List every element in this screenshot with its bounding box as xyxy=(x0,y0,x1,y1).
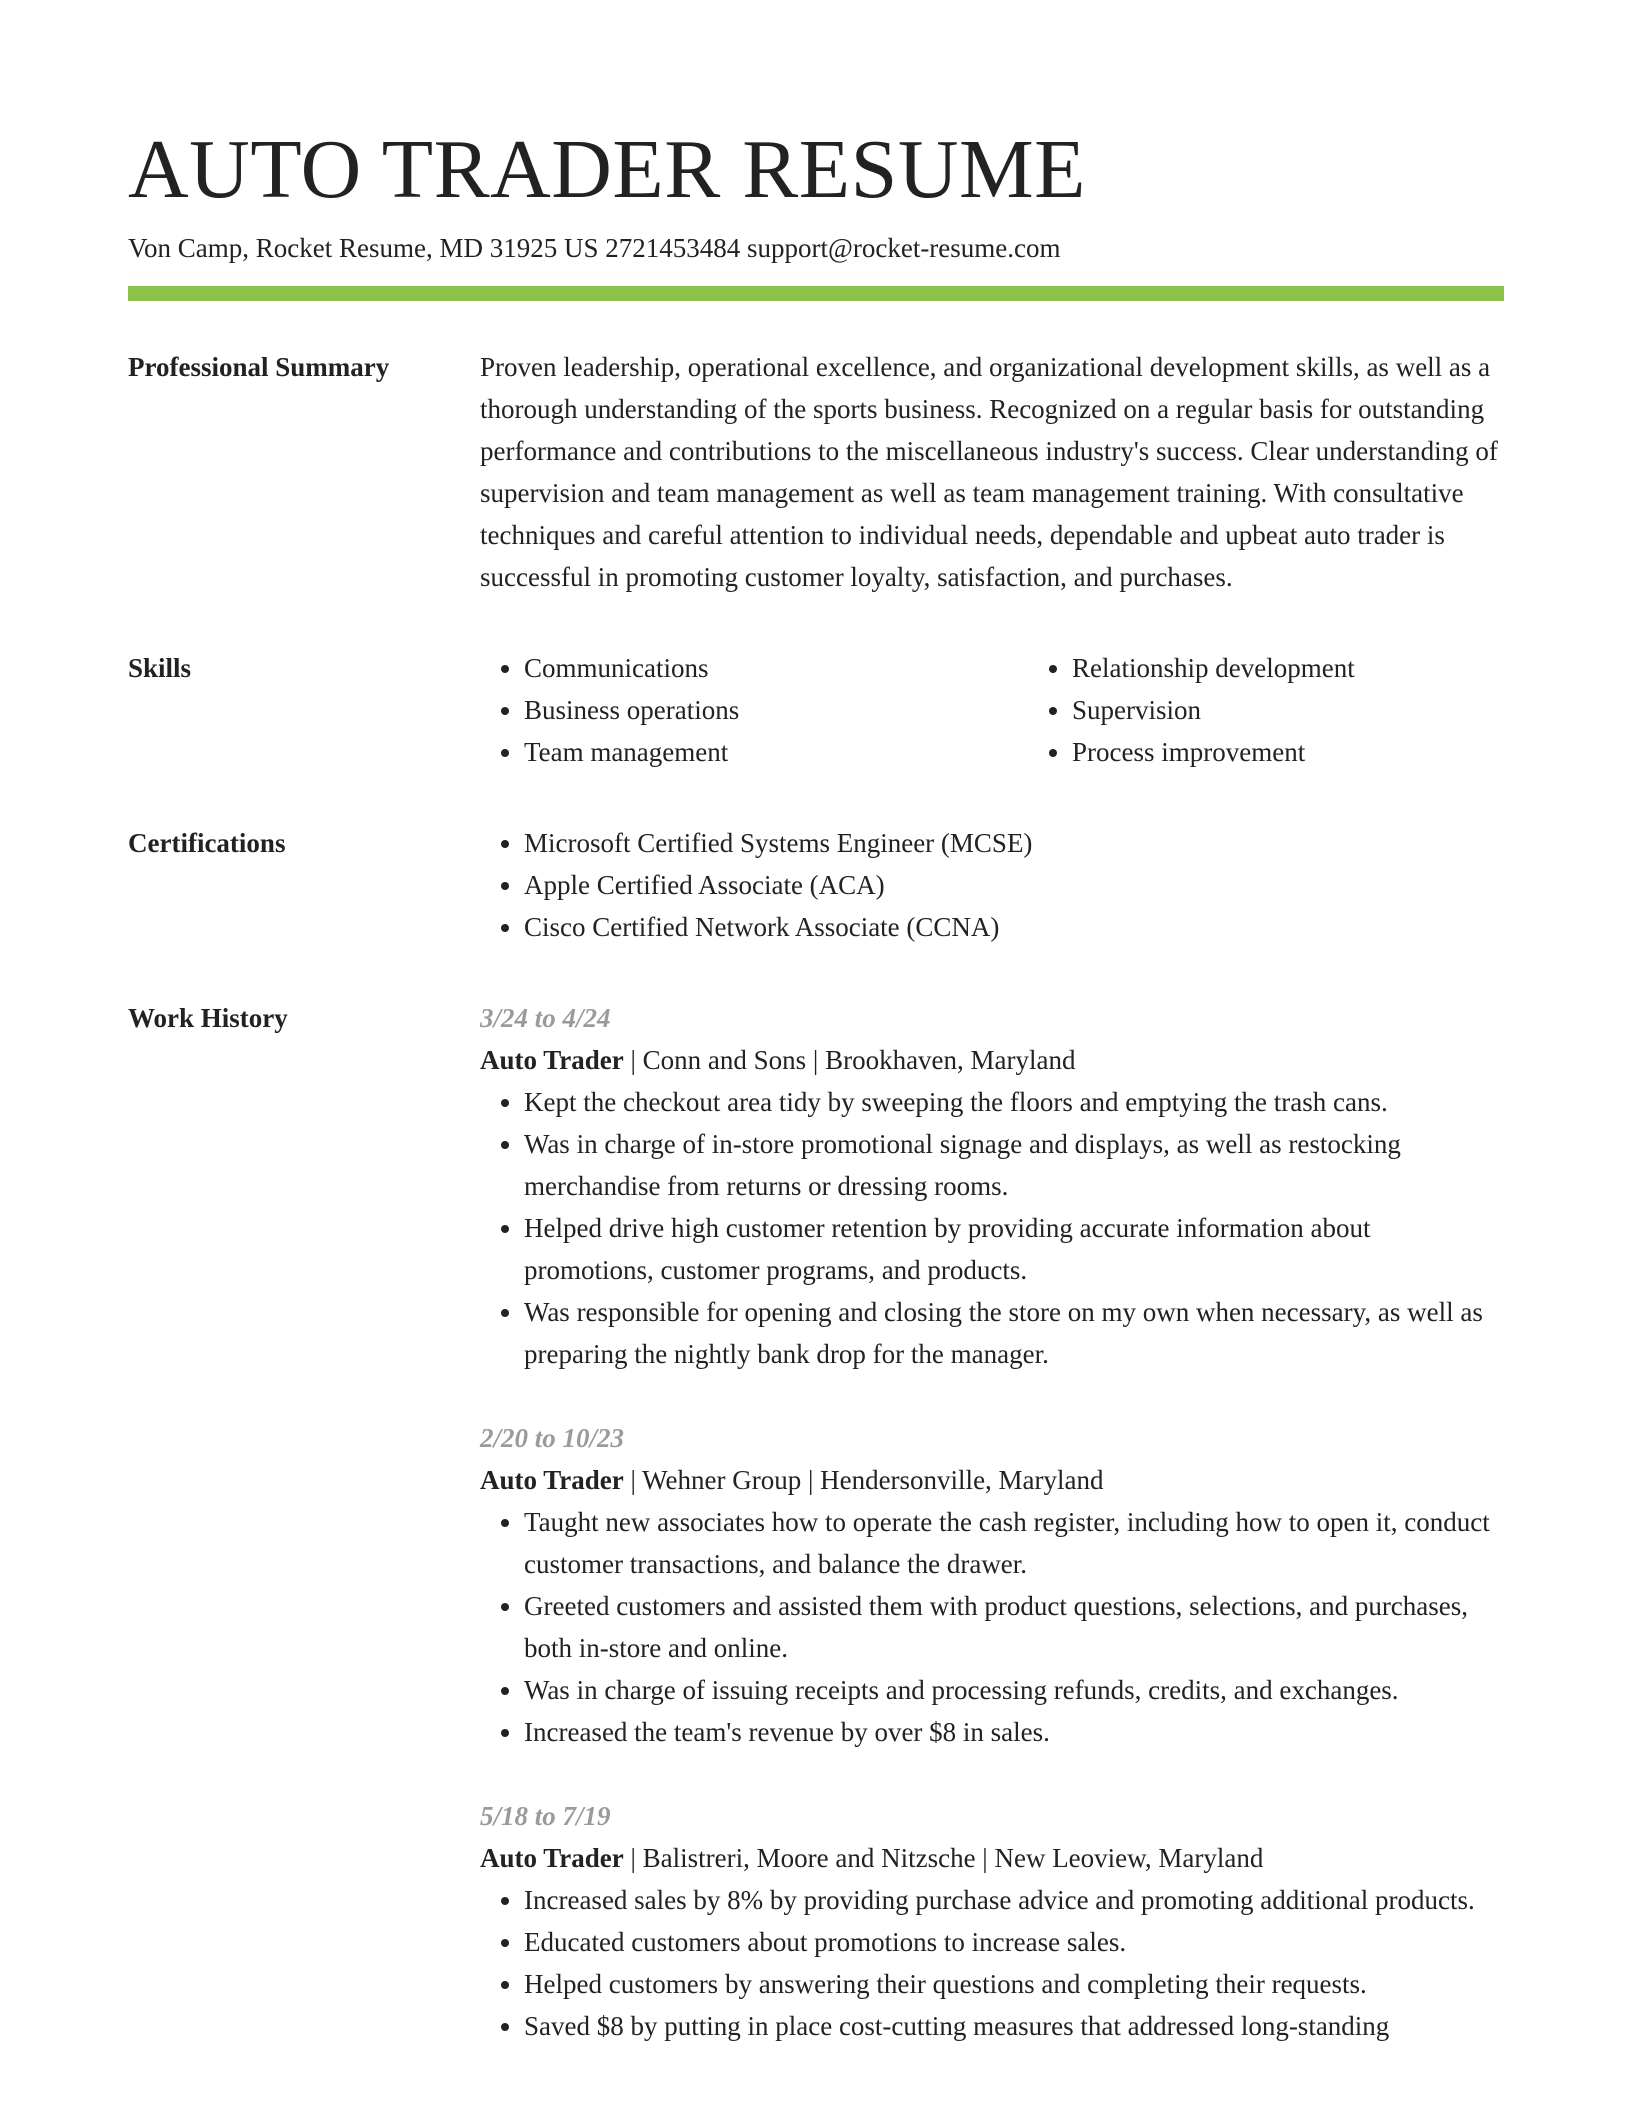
skills-section xyxy=(128,654,1504,773)
work-history-body xyxy=(480,997,1504,2047)
job-bullet: • Increased sales by 8% by providing purchase advice and promoting additional products. xyxy=(524,1879,1504,1921)
job-details: | Conn and Sons | Brookhaven, Maryland xyxy=(623,1045,1076,1075)
job-bullet: • Kept the checkout area tidy by sweeping the floors and emptying the trash cans. xyxy=(524,1081,1504,1123)
skill-item: • Relationship development xyxy=(1072,647,1576,689)
skill-item: • Communications xyxy=(524,647,1028,689)
job-entry xyxy=(480,1795,1504,2047)
job-title: Auto Trader xyxy=(480,1045,624,1075)
job-bullet: • Was in charge of in-store promotional signage and displays, as well as restocking merchandise from returns or dressing rooms. xyxy=(524,1123,1504,1207)
job-entry xyxy=(480,1417,1504,1753)
job-details: | Balistreri, Moore and Nitzsche | New Leoview, Maryland xyxy=(623,1843,1264,1873)
job-title: Auto Trader xyxy=(480,1465,624,1495)
skills-left-list xyxy=(480,647,1028,773)
certifications-body xyxy=(480,822,1504,948)
job-bullet-list xyxy=(480,1501,1504,1753)
job-bullet: • Taught new associates how to operate the cash register, including how to open it, conduct customer transactions, and balance the drawer. xyxy=(524,1501,1504,1585)
job-dates: 5/18 to 7/19 xyxy=(480,1801,611,1831)
summary-text: Proven leadership, operational excellence, and organizational development skills, as well as a thorough understanding of the sports business. Recognized on a regular basis for outstanding performance and contributions to the miscellaneous industry's success. Clear understanding of supervision and team management as well as team management training. With consultative techniques and careful attention to individual needs, dependable and upbeat auto trader is successful in promoting customer loyalty, satisfaction, and purchases. xyxy=(480,352,1498,592)
skill-item: • Process improvement xyxy=(1072,731,1576,773)
job-title: Auto Trader xyxy=(480,1843,624,1873)
skill-item: • Supervision xyxy=(1072,689,1576,731)
skills-grid xyxy=(480,647,1576,773)
skill-item: • Team management xyxy=(524,731,1028,773)
job-dates: 3/24 to 4/24 xyxy=(480,1003,611,1033)
certifications-section xyxy=(128,829,1504,948)
certifications-list xyxy=(480,822,1504,948)
job-heading xyxy=(480,1459,1504,1501)
accent-divider xyxy=(128,286,1504,301)
section-label-certifications: Certifications xyxy=(128,828,286,858)
resume-page xyxy=(128,118,1504,2047)
resume-title: AUTO TRADER RESUME xyxy=(128,123,1086,216)
job-dates: 2/20 to 10/23 xyxy=(480,1423,625,1453)
summary-body xyxy=(480,346,1504,598)
job-bullet-list xyxy=(480,1879,1504,2047)
job-entry xyxy=(480,997,1504,1375)
job-details: | Wehner Group | Hendersonville, Maryland xyxy=(623,1465,1104,1495)
job-heading xyxy=(480,1039,1504,1081)
skills-body xyxy=(480,647,1576,773)
job-bullet: • Was responsible for opening and closing the store on my own when necessary, as well as preparing the nightly bank drop for the manager. xyxy=(524,1291,1504,1375)
job-bullet: • Educated customers about promotions to increase sales. xyxy=(524,1921,1504,1963)
work-history-section xyxy=(128,1004,1504,2047)
contact-line: Von Camp, Rocket Resume, MD 31925 US 2721453484 support@rocket-resume.com xyxy=(128,233,1061,263)
summary-section xyxy=(128,353,1504,598)
section-label-skills: Skills xyxy=(128,653,192,683)
job-bullet: • Greeted customers and assisted them with product questions, selections, and purchases, both in-store and online. xyxy=(524,1585,1504,1669)
job-bullet: • Helped customers by answering their questions and completing their requests. xyxy=(524,1963,1504,2005)
skill-item: • Business operations xyxy=(524,689,1028,731)
certification-item: • Cisco Certified Network Associate (CCNA) xyxy=(524,906,1504,948)
certification-item: • Microsoft Certified Systems Engineer (MCSE) xyxy=(524,822,1504,864)
certification-item: • Apple Certified Associate (ACA) xyxy=(524,864,1504,906)
job-heading xyxy=(480,1837,1504,1879)
skills-right-list xyxy=(1028,647,1576,773)
job-bullet-list xyxy=(480,1081,1504,1375)
job-bullet: • Was in charge of issuing receipts and processing refunds, credits, and exchanges. xyxy=(524,1669,1504,1711)
job-bullet: • Saved $8 by putting in place cost-cutting measures that addressed long-standing xyxy=(524,2005,1504,2047)
job-bullet: • Increased the team's revenue by over $8 in sales. xyxy=(524,1711,1504,1753)
job-bullet: • Helped drive high customer retention by providing accurate information about promotions, customer programs, and products. xyxy=(524,1207,1504,1291)
section-label-summary: Professional Summary xyxy=(128,352,390,382)
section-label-work-history: Work History xyxy=(128,1003,288,1033)
